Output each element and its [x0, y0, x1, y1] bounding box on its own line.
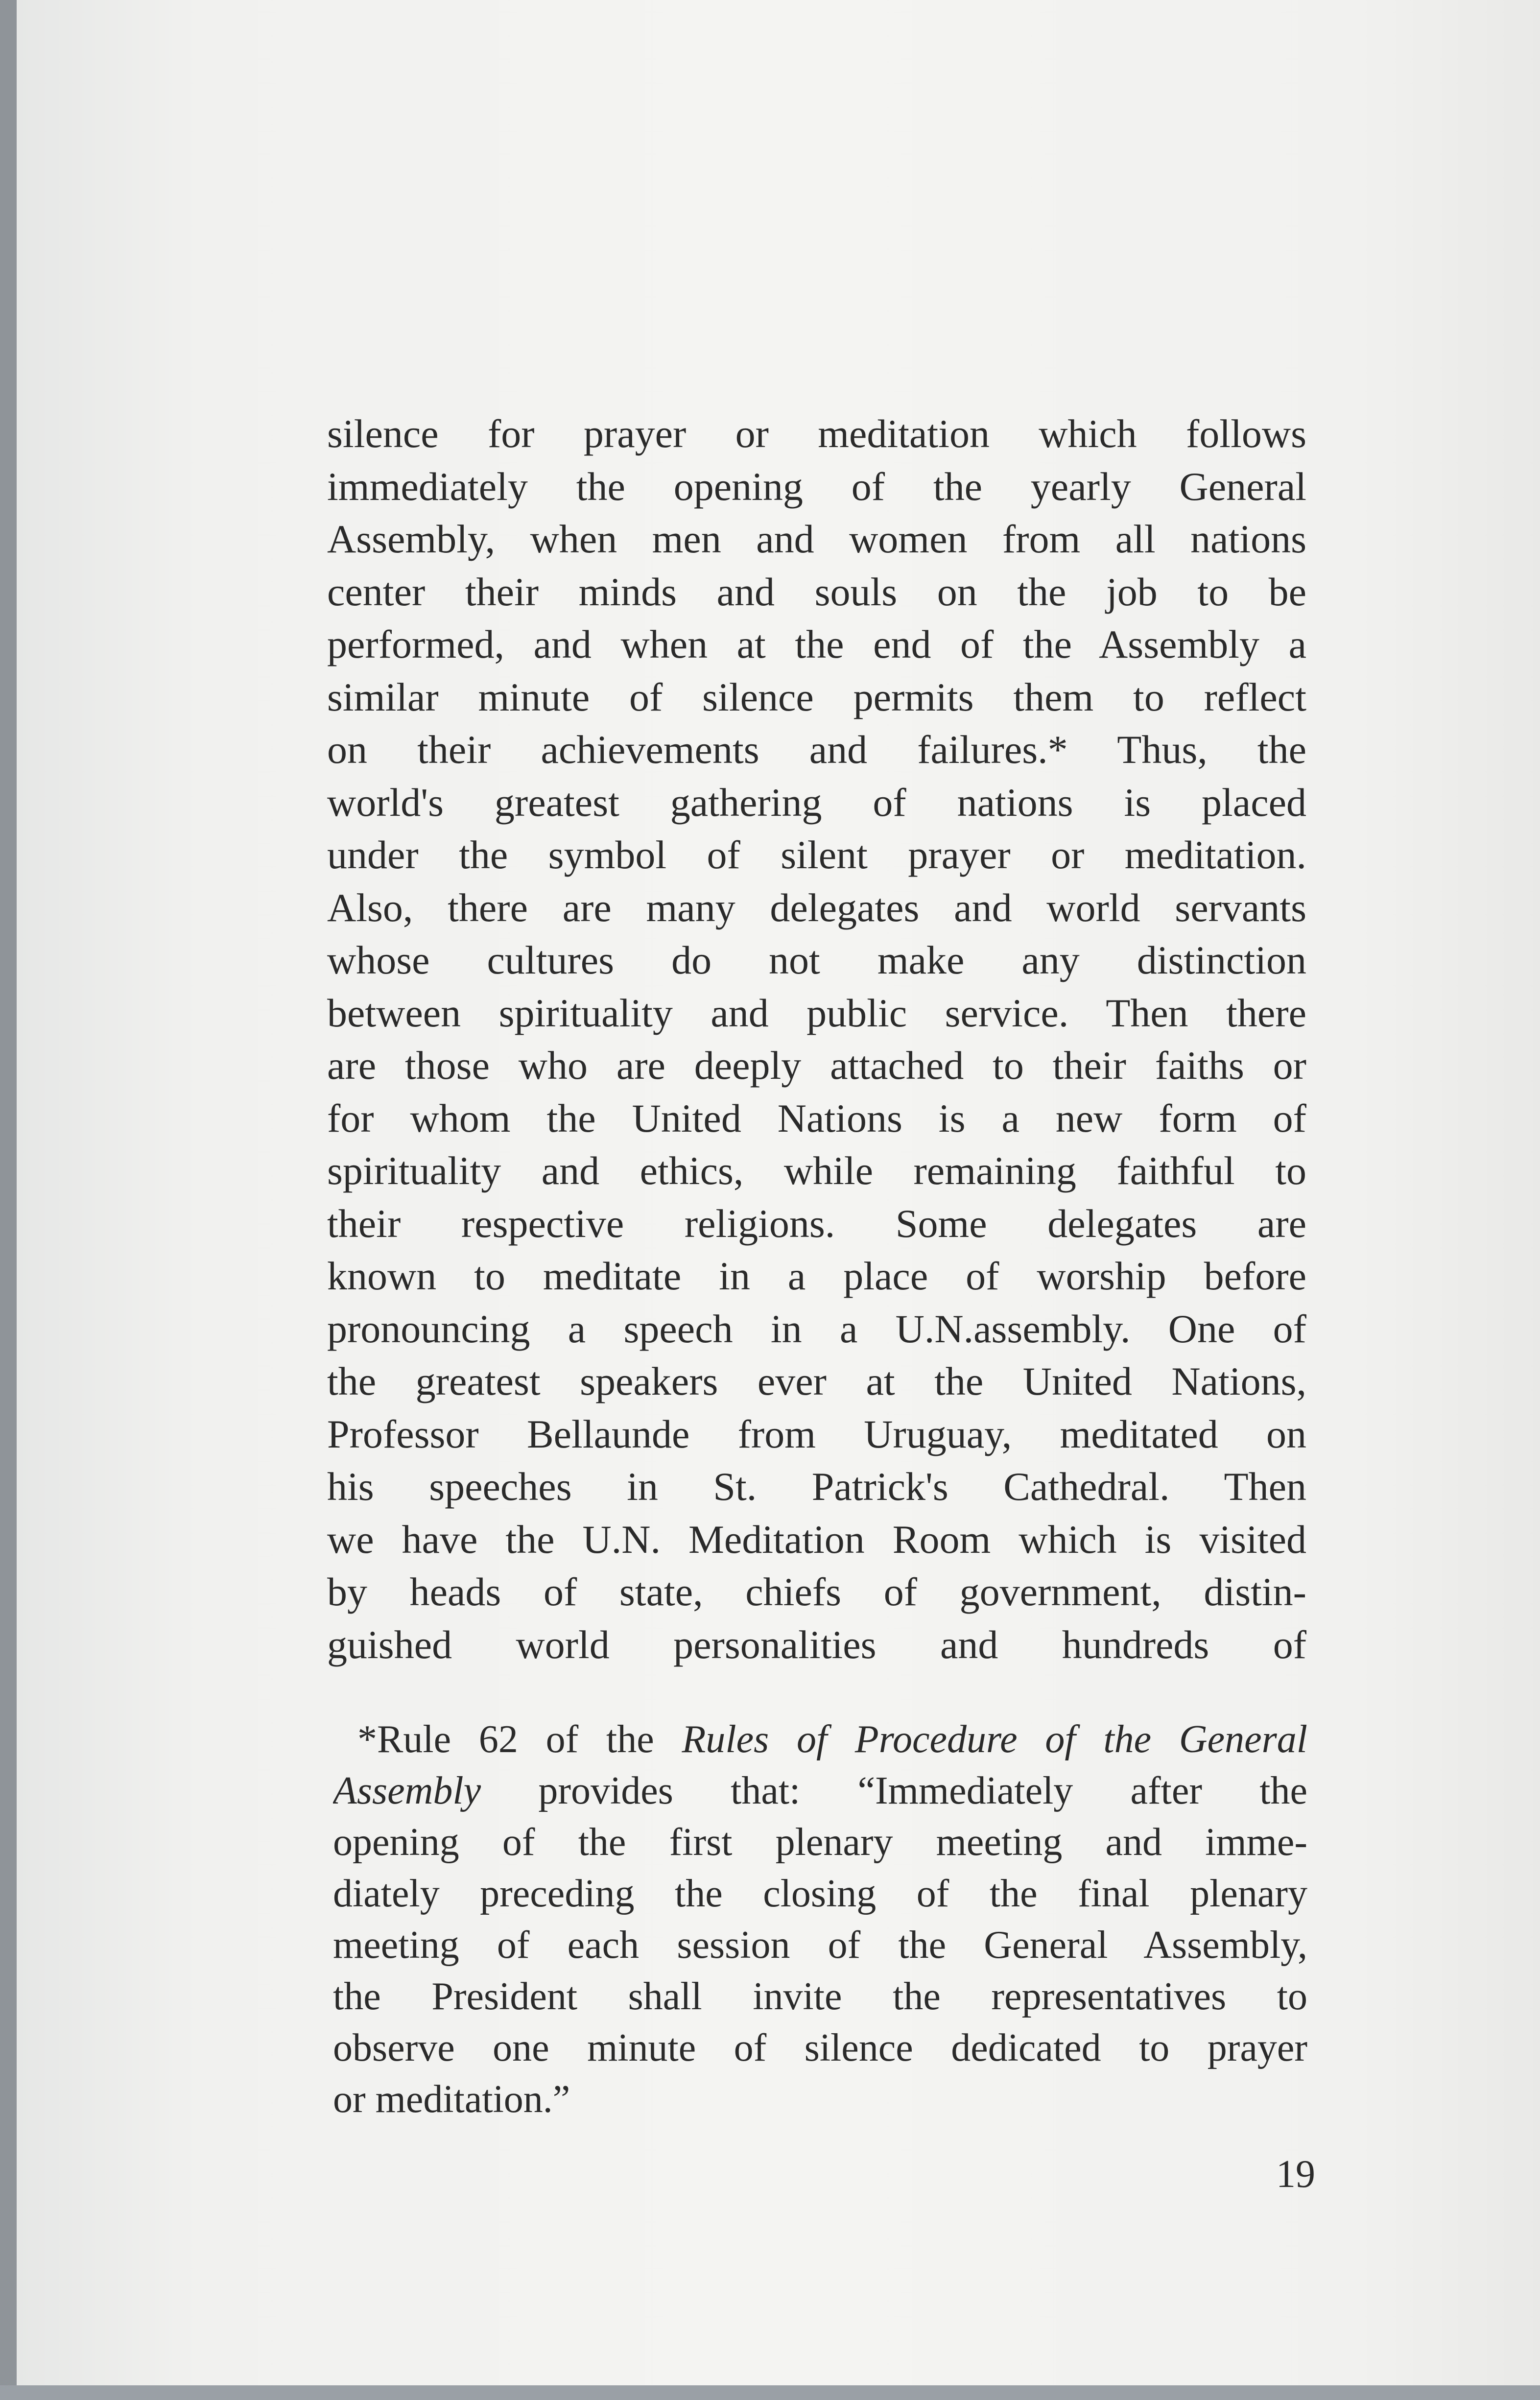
footnote-line: observe one minute of silence dedicated to prayer	[333, 2026, 1307, 2069]
body-line: between spirituality and public service. Then there	[327, 990, 1306, 1035]
body-line: world's greatest gathering of nations is placed	[327, 780, 1306, 825]
body-line: the greatest speakers ever at the United Nations,	[327, 1359, 1306, 1403]
page-number: 19	[1276, 2153, 1315, 2196]
body-line: on their achievements and failures.* Thus, the	[327, 727, 1306, 772]
body-line: guished world personalities and hundreds of	[327, 1622, 1306, 1667]
body-line: spirituality and ethics, while remaining faithful to	[327, 1148, 1306, 1193]
footnote-line: diately preceding the closing of the final plenary	[333, 1872, 1307, 1915]
body-line: Also, there are many delegates and world servants	[327, 885, 1306, 930]
footnote-line: opening of the first plenary meeting and imme-	[333, 1821, 1307, 1864]
body-line: his speeches in St. Patrick's Cathedral. Then	[327, 1464, 1306, 1509]
footnote-line: meeting of each session of the General Assembly,	[333, 1924, 1307, 1967]
footnote-line: the President shall invite the representatives to	[333, 1975, 1307, 2018]
body-line: Professor Bellaunde from Uruguay, meditated on	[327, 1411, 1306, 1456]
body-line: silence for prayer or meditation which follows	[327, 411, 1306, 456]
body-line: their respective religions. Some delegates are	[327, 1201, 1306, 1246]
body-line: pronouncing a speech in a U.N.assembly. One of	[327, 1306, 1306, 1351]
body-line: for whom the United Nations is a new form of	[327, 1095, 1306, 1141]
footnote-line: or meditation.”	[333, 2078, 570, 2121]
body-line: known to meditate in a place of worship before	[327, 1254, 1306, 1298]
body-line: similar minute of silence permits them to reflect	[327, 674, 1306, 719]
body-line: immediately the opening of the yearly General	[327, 464, 1306, 509]
footnote-line	[333, 1714, 1307, 1765]
body-line: are those who are deeply attached to their faiths or	[327, 1043, 1306, 1088]
footnote-title-italic: Rules of Procedure of the General	[682, 1718, 1307, 1761]
body-line: performed, and when at the end of the Assembly a	[327, 622, 1306, 666]
footnote-text: provides that: “Immediately after the	[481, 1769, 1307, 1812]
footnote-line	[333, 1765, 1307, 1817]
body-line: under the symbol of silent prayer or meditation.	[327, 832, 1306, 877]
scan-edge-left	[0, 0, 17, 2400]
scan-edge-bottom	[0, 2385, 1540, 2400]
body-line: by heads of state, chiefs of government, distin-	[327, 1569, 1306, 1614]
footnote	[333, 1714, 1307, 2125]
body-text	[327, 407, 1306, 1671]
footnote-title-italic: Assembly	[333, 1769, 481, 1812]
footnote-marker-text: *Rule 62 of the	[357, 1718, 682, 1761]
body-line: Assembly, when men and women from all nations	[327, 517, 1306, 561]
body-line: whose cultures do not make any distinction	[327, 938, 1306, 982]
body-line: we have the U.N. Meditation Room which is visited	[327, 1517, 1306, 1562]
body-line: center their minds and souls on the job to be	[327, 569, 1306, 614]
